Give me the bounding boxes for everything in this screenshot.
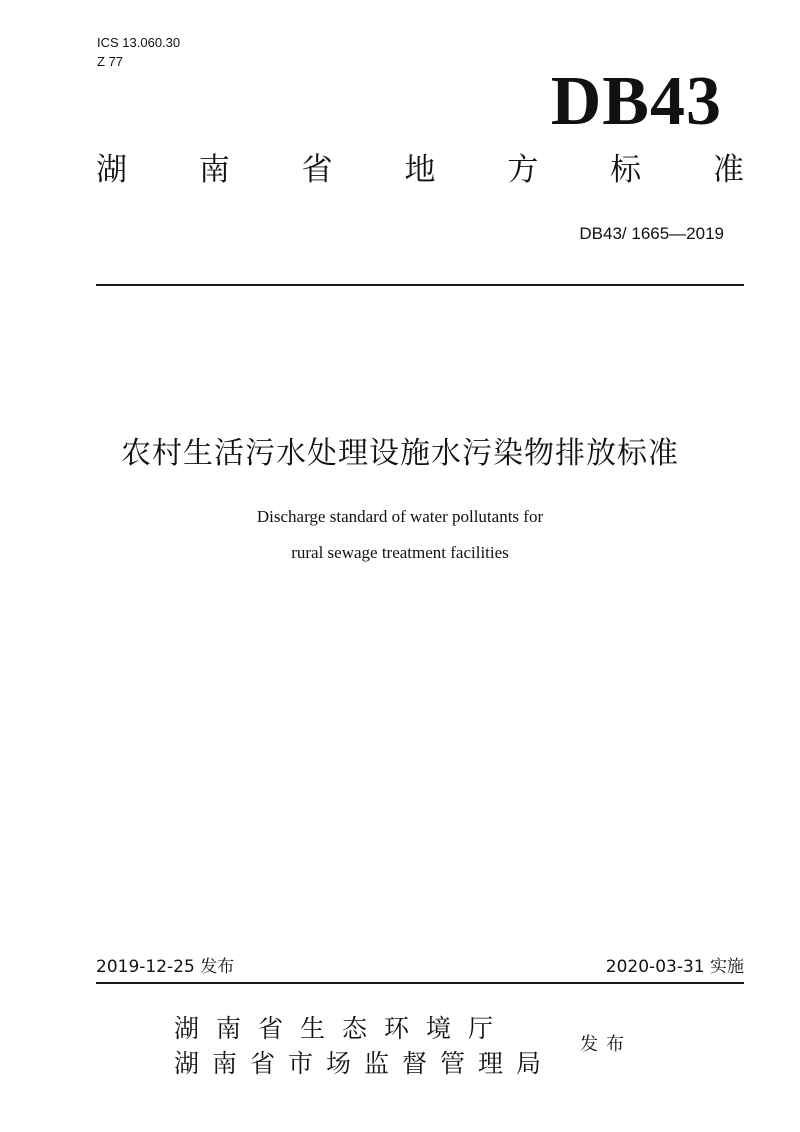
issued-label: 发布 xyxy=(580,1034,632,1055)
standard-logo: DB43 xyxy=(550,63,722,140)
title-english-line-1: Discharge standard of water pollutants for xyxy=(256,507,544,526)
category-code: Z 77 xyxy=(97,54,124,69)
issuing-authorities xyxy=(174,1012,554,1081)
classification-codes xyxy=(97,33,180,71)
issuer-market-regulation-bureau: 湖南省市场监督管理局 xyxy=(174,1049,555,1078)
standard-number: DB43/ 1665—2019 xyxy=(579,224,724,243)
publish-date: 2019-12-25 发布 xyxy=(96,957,235,977)
heading-char: 省 xyxy=(301,152,333,188)
provincial-standard-heading xyxy=(96,148,744,192)
heading-char: 湖 xyxy=(96,152,127,188)
ics-code: ICS 13.060.30 xyxy=(97,35,181,50)
bottom-divider xyxy=(96,982,744,984)
issuer-ecology-department: 湖南省生态环境厅 xyxy=(174,1014,511,1043)
heading-char: 地 xyxy=(404,152,436,188)
title-chinese: 农村生活污水处理设施水污染物排放标准 xyxy=(121,436,679,471)
heading-char: 南 xyxy=(198,152,230,188)
heading-char: 方 xyxy=(507,152,539,188)
title-english-line-2: rural sewage treatment facilities xyxy=(291,543,509,562)
top-divider xyxy=(96,284,744,286)
heading-char: 标 xyxy=(610,152,642,188)
heading-char: 准 xyxy=(712,152,744,188)
implement-date: 2020-03-31 实施 xyxy=(605,957,744,977)
